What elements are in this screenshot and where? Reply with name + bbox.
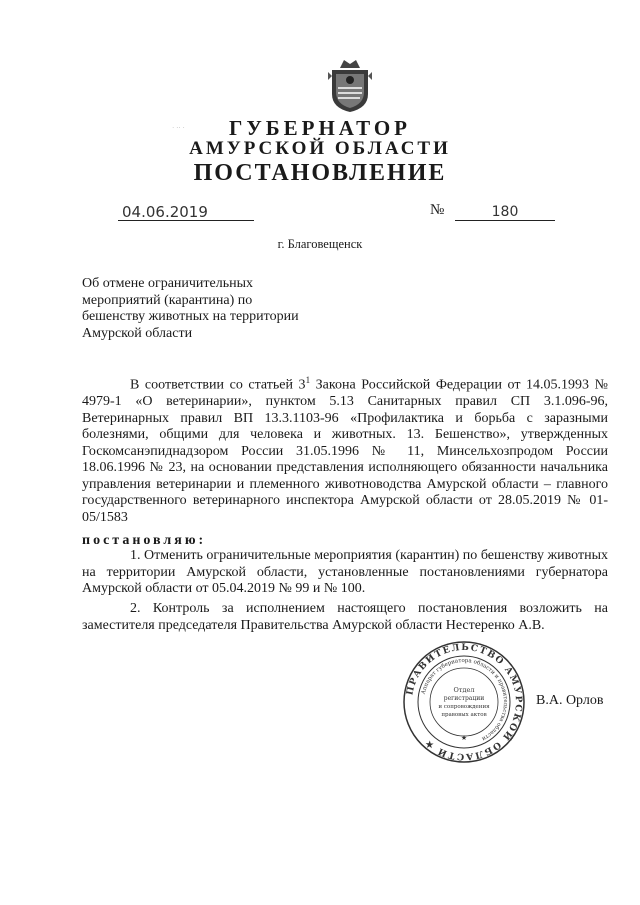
official-stamp-seal [402, 640, 526, 764]
amur-coat-of-arms-emblem [326, 58, 374, 114]
preamble-part-1: В соответствии со статьей 3 [130, 377, 306, 393]
svg-text:и сопровождения: и сопровождения [438, 704, 490, 710]
number-label: № [430, 202, 445, 218]
svg-text:Аппарат губернатора области и: Аппарат губернатора области и правительства области [420, 657, 509, 742]
handwritten-date: 04.06.2019 [118, 204, 254, 221]
preamble-paragraph [82, 372, 608, 526]
svg-text:★: ★ [460, 734, 468, 742]
svg-text:правовых актов: правовых актов [441, 712, 487, 718]
faint-scan-marks: · ·· · [172, 124, 185, 132]
svg-text:регистрации: регистрации [443, 695, 485, 702]
decree-item-2: 2. Контроль за исполнением настоящего постановления возложить на заместителя председателя Правительства Амурской области Нестеренко А.В. [82, 601, 608, 633]
document-subject: Об отмене ограничительных мероприятий (карантина) по бешенству животных на территории Амурской области [82, 276, 299, 341]
document-type-title: ПОСТАНОВЛЕНИЕ [193, 160, 447, 186]
handwritten-number: 180 [455, 204, 555, 221]
decree-word: постановляю: [82, 533, 207, 548]
header-region: АМУРСКОЙ ОБЛАСТИ [189, 138, 451, 159]
svg-text:ПРАВИТЕЛЬСТВО АМУРСКОЙ ОБЛАСТИ: ПРАВИТЕЛЬСТВО АМУРСКОЙ ОБЛАСТИ ★ [405, 642, 524, 762]
city-line: г. Благовещенск [277, 237, 363, 251]
decree-item-1: 1. Отменить ограничительные мероприятия (карантин) по бешенству животных на территории Амурской области, установленные постановлениями губернатора Амурской области от 05.04.2019 № 99 и № 100. [82, 548, 608, 596]
article-superscript: 1 [305, 375, 311, 385]
signature-name: В.А. Орлов [536, 693, 604, 708]
svg-text:Отдел: Отдел [453, 686, 475, 694]
header-governor: ГУБЕРНАТОР [228, 116, 412, 140]
preamble-part-2: Закона Российской Федерации от 14.05.1993 № 4979-1 «О ветеринарии», пунктом 5.13 Санитарных правил СП 3.1.096-96, Ветеринарных правил ВП 13.3.1103-96 «Профилактика и борьба с заразными болезнями, общими для человека и животных. 13. Бешенство», утвержденных Госкомсанэпиднадзором России 31.05.1996 № 11, Минсельхозпродом России 18.06.1996 № 23, на основании представления исполняющего обязанности начальника управления ветеринарии и племенного животноводства Амурской области – главного государственного ветеринарного инспектора Амурской области от 28.05.2019 № 01-05/1583 [82, 377, 608, 525]
